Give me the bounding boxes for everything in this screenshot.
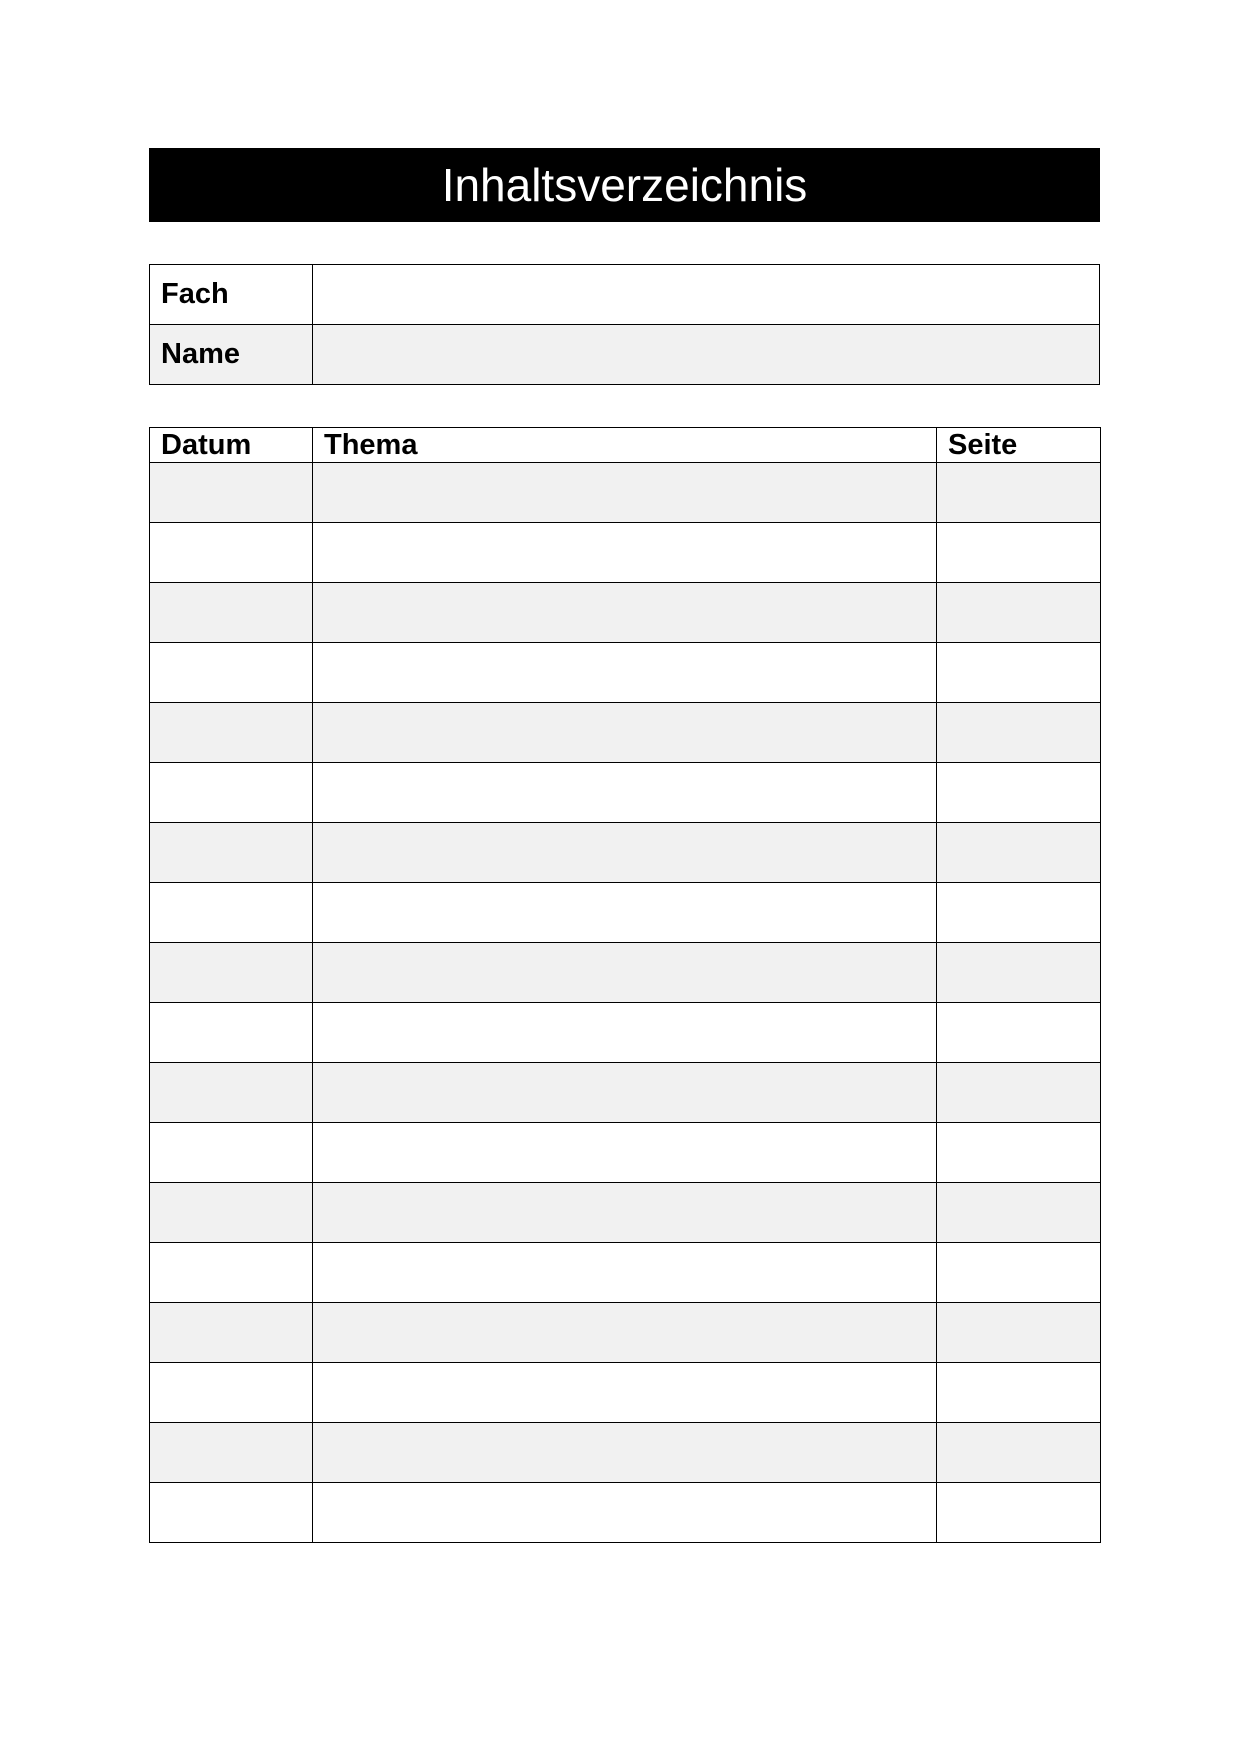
seite-cell[interactable] — [937, 523, 1101, 583]
thema-cell[interactable] — [313, 643, 937, 703]
fach-field[interactable] — [313, 265, 1100, 325]
datum-cell[interactable] — [150, 1183, 313, 1243]
seite-cell[interactable] — [937, 943, 1101, 1003]
datum-cell[interactable] — [150, 943, 313, 1003]
table-row — [150, 1423, 1101, 1483]
table-row — [150, 823, 1101, 883]
table-row — [150, 1123, 1101, 1183]
thema-cell[interactable] — [313, 1303, 937, 1363]
datum-header: Datum — [150, 428, 313, 463]
seite-cell[interactable] — [937, 703, 1101, 763]
thema-cell[interactable] — [313, 883, 937, 943]
seite-cell[interactable] — [937, 583, 1101, 643]
seite-cell[interactable] — [937, 1063, 1101, 1123]
fach-row — [150, 265, 1100, 325]
seite-cell[interactable] — [937, 1183, 1101, 1243]
datum-cell[interactable] — [150, 763, 313, 823]
datum-cell[interactable] — [150, 1303, 313, 1363]
datum-cell[interactable] — [150, 1363, 313, 1423]
datum-cell[interactable] — [150, 883, 313, 943]
seite-cell[interactable] — [937, 823, 1101, 883]
thema-cell[interactable] — [313, 823, 937, 883]
table-row — [150, 763, 1101, 823]
thema-cell[interactable] — [313, 1363, 937, 1423]
table-row — [150, 1003, 1101, 1063]
datum-cell[interactable] — [150, 1003, 313, 1063]
name-label: Name — [150, 325, 313, 385]
table-row — [150, 883, 1101, 943]
seite-cell[interactable] — [937, 1003, 1101, 1063]
page-title: Inhaltsverzeichnis — [441, 159, 808, 211]
table-row — [150, 703, 1101, 763]
thema-cell[interactable] — [313, 1243, 937, 1303]
thema-cell[interactable] — [313, 1423, 937, 1483]
thema-header: Thema — [313, 428, 937, 463]
thema-cell[interactable] — [313, 943, 937, 1003]
datum-cell[interactable] — [150, 1483, 313, 1543]
datum-cell[interactable] — [150, 1063, 313, 1123]
toc-table — [149, 427, 1101, 1543]
fach-label: Fach — [150, 265, 313, 325]
datum-cell[interactable] — [150, 1243, 313, 1303]
seite-cell[interactable] — [937, 763, 1101, 823]
seite-cell[interactable] — [937, 463, 1101, 523]
seite-cell[interactable] — [937, 1243, 1101, 1303]
datum-cell[interactable] — [150, 703, 313, 763]
thema-cell[interactable] — [313, 583, 937, 643]
thema-cell[interactable] — [313, 463, 937, 523]
table-row — [150, 1303, 1101, 1363]
table-row — [150, 583, 1101, 643]
title-bar — [149, 148, 1100, 222]
table-row — [150, 523, 1101, 583]
toc-header-row — [150, 428, 1101, 463]
thema-cell[interactable] — [313, 1123, 937, 1183]
thema-cell[interactable] — [313, 703, 937, 763]
datum-cell[interactable] — [150, 583, 313, 643]
seite-header: Seite — [937, 428, 1101, 463]
datum-cell[interactable] — [150, 1123, 313, 1183]
table-row — [150, 463, 1101, 523]
table-row — [150, 643, 1101, 703]
table-row — [150, 1243, 1101, 1303]
table-row — [150, 1063, 1101, 1123]
seite-cell[interactable] — [937, 1363, 1101, 1423]
seite-cell[interactable] — [937, 883, 1101, 943]
datum-cell[interactable] — [150, 523, 313, 583]
thema-cell[interactable] — [313, 1003, 937, 1063]
datum-cell[interactable] — [150, 823, 313, 883]
name-row — [150, 325, 1100, 385]
table-row — [150, 1483, 1101, 1543]
seite-cell[interactable] — [937, 1423, 1101, 1483]
name-field[interactable] — [313, 325, 1100, 385]
thema-cell[interactable] — [313, 1183, 937, 1243]
thema-cell[interactable] — [313, 1063, 937, 1123]
toc-body — [150, 428, 1101, 1543]
info-table — [149, 264, 1100, 385]
datum-cell[interactable] — [150, 643, 313, 703]
seite-cell[interactable] — [937, 1123, 1101, 1183]
datum-cell[interactable] — [150, 1423, 313, 1483]
seite-cell[interactable] — [937, 1483, 1101, 1543]
thema-cell[interactable] — [313, 1483, 937, 1543]
table-row — [150, 943, 1101, 1003]
thema-cell[interactable] — [313, 763, 937, 823]
thema-cell[interactable] — [313, 523, 937, 583]
table-row — [150, 1363, 1101, 1423]
table-row — [150, 1183, 1101, 1243]
seite-cell[interactable] — [937, 1303, 1101, 1363]
datum-cell[interactable] — [150, 463, 313, 523]
seite-cell[interactable] — [937, 643, 1101, 703]
